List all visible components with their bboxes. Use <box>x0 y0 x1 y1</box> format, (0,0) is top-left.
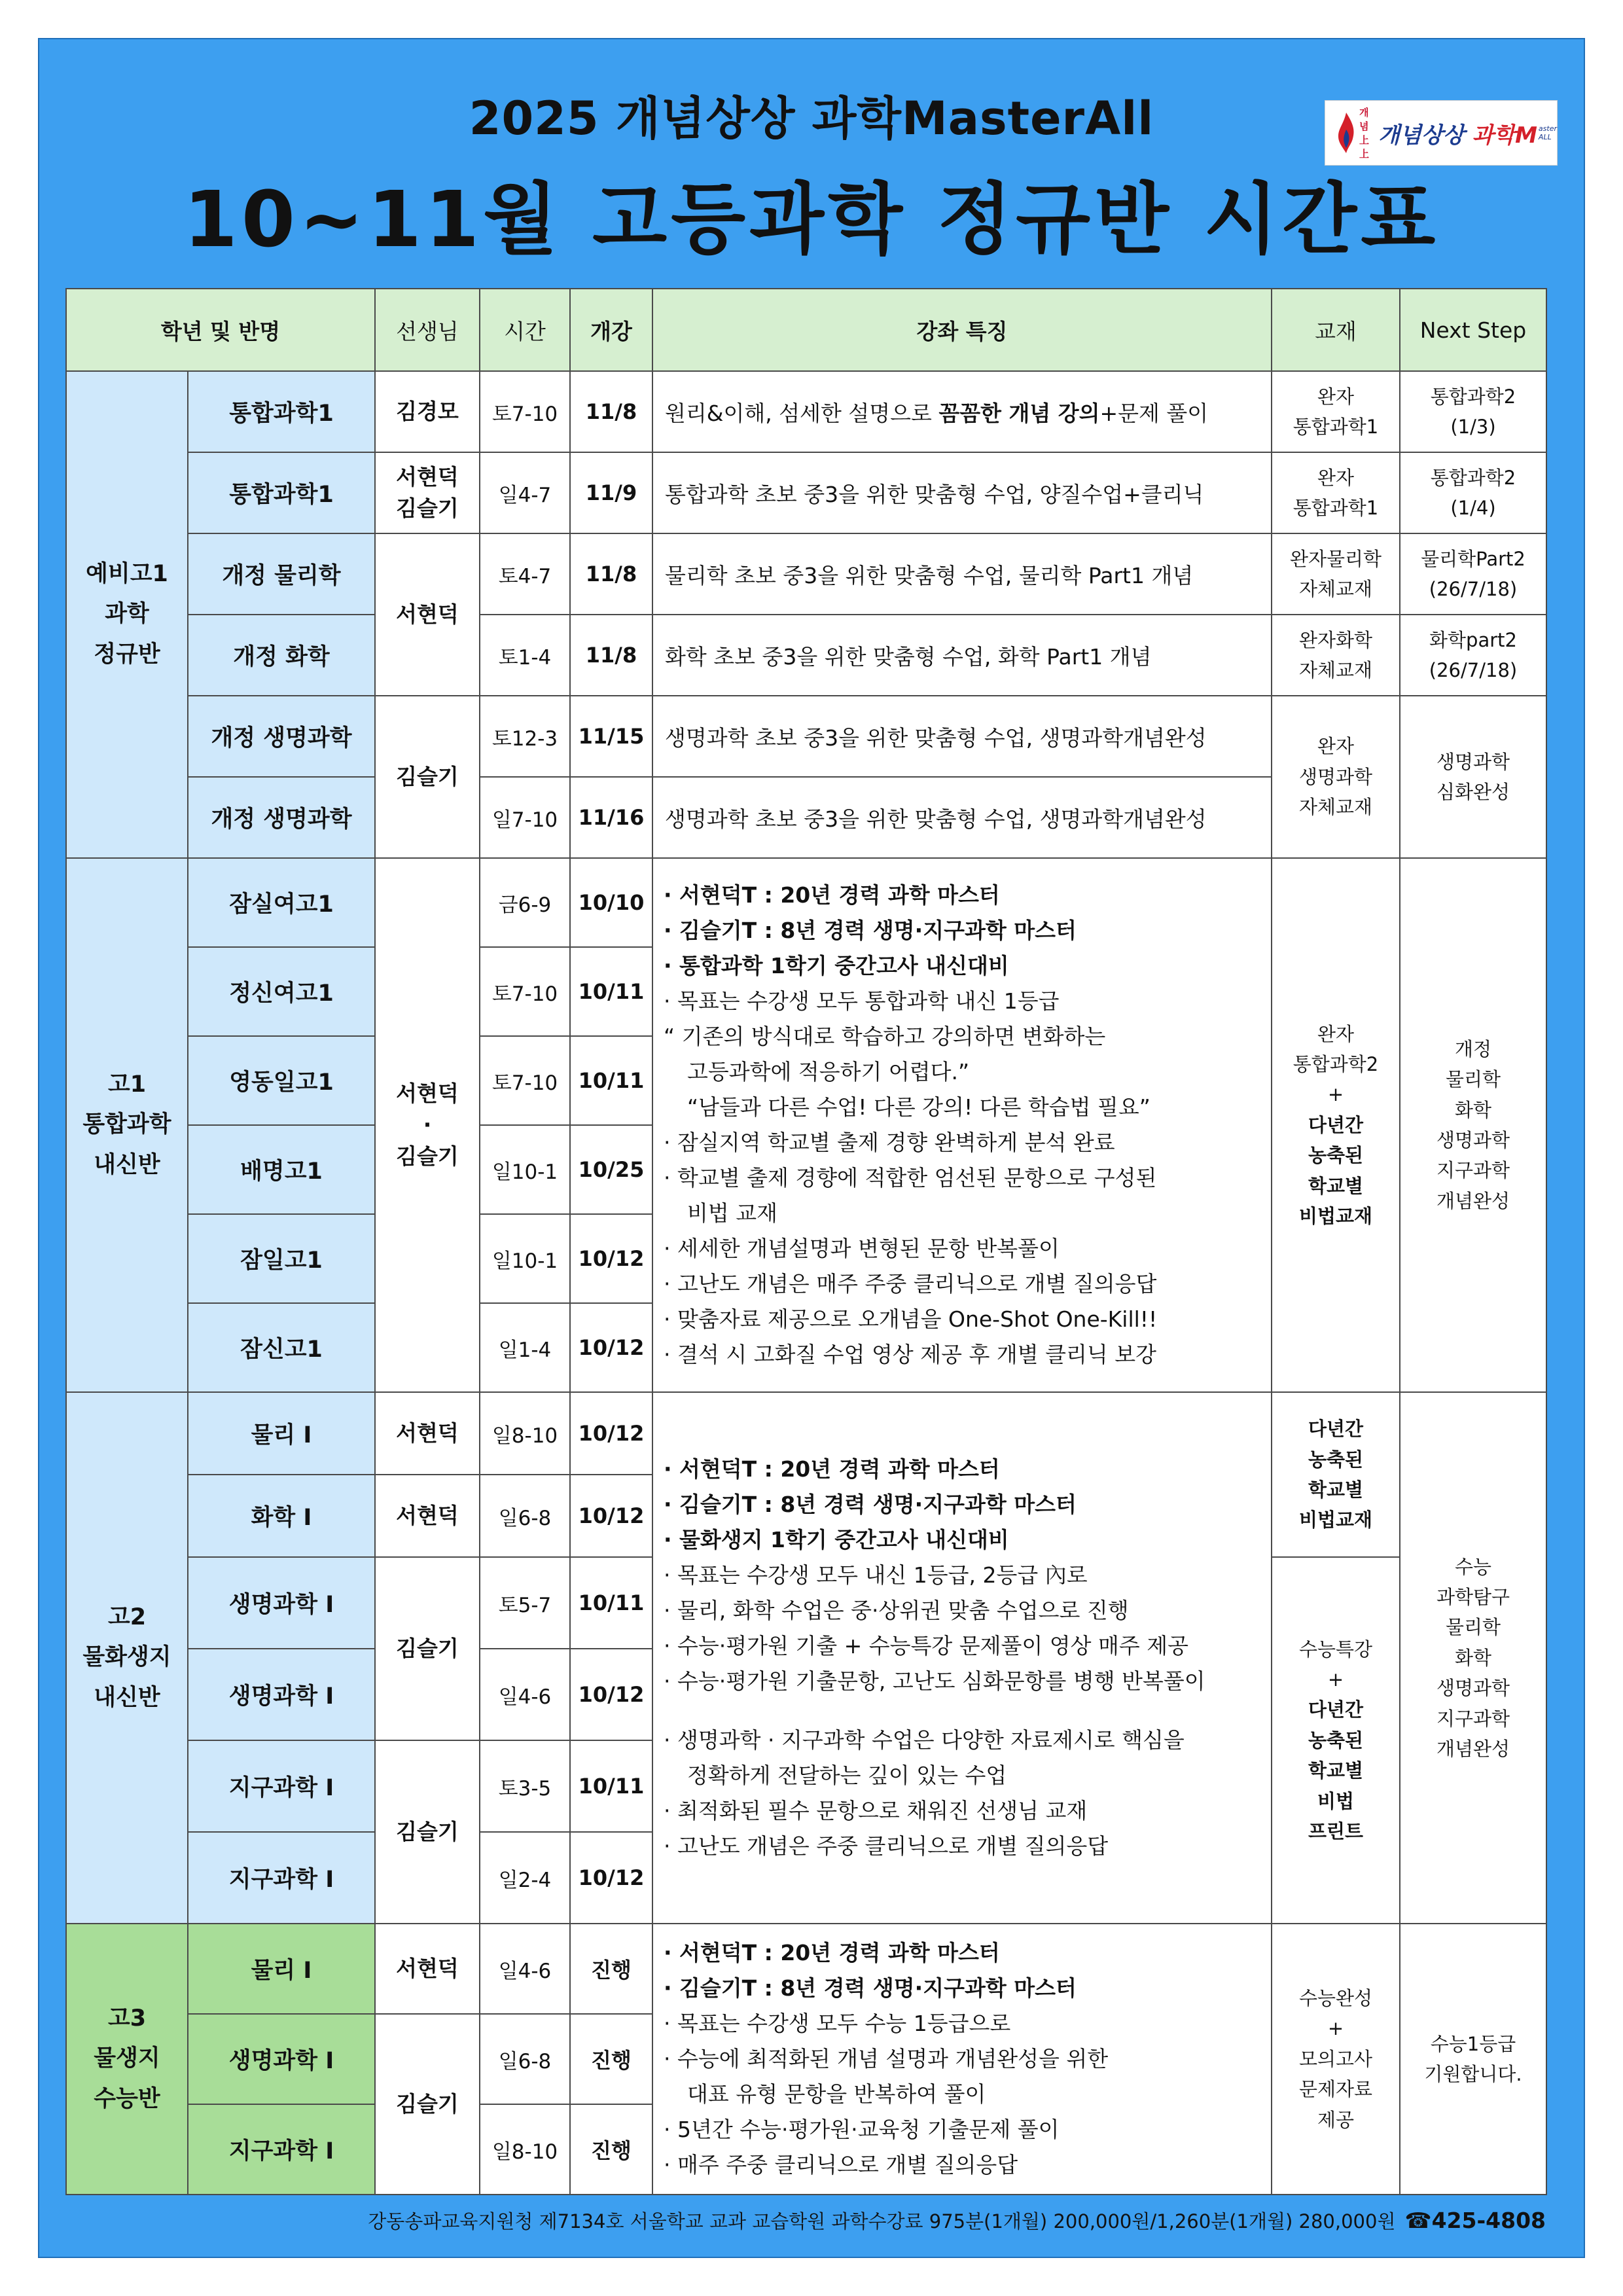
time-cell: 일2-4 <box>480 1832 570 1924</box>
next-step-cell <box>1400 452 1546 533</box>
next-step-cell-line: 개념완성 <box>1436 1737 1510 1760</box>
footer <box>65 2200 1546 2240</box>
feature-item: · 생명과학 · 지구과학 수업은 다양한 자료제시로 핵심을 <box>664 1727 1185 1753</box>
feature-item: 정확하게 전달하는 깊이 있는 수업 <box>687 1763 1007 1788</box>
feature-item: 고등과학에 적응하기 어렵다.” <box>687 1059 970 1085</box>
book-line-bold: 비법교재 <box>1298 1204 1373 1227</box>
book-cell-line: 완자 <box>1317 466 1355 489</box>
header-feature: 강좌 특징 <box>652 289 1272 371</box>
feature-text-pre: 화학 초보 중3을 위한 맞춤형 수업, 화학 Part1 개념 <box>665 643 1152 670</box>
book-line-bold: 다년간 <box>1308 1698 1364 1721</box>
time-cell: 토5-7 <box>480 1557 570 1649</box>
class-name: 통합과학1 <box>188 371 375 452</box>
header-open: 개강 <box>570 289 652 371</box>
book-line-bold: 다년간 <box>1308 1418 1364 1441</box>
open-date-cell: 11/8 <box>570 533 652 615</box>
group-name <box>66 858 188 1392</box>
feature-item: · 김슬기T : 8년 경력 생명·지구과학 마스터 <box>664 918 1077 943</box>
feature-item: · 수능·평가원 기출문항, 고난도 심화문항를 병행 반복풀이 <box>664 1668 1205 1694</box>
feature-item: · 서현덕T : 20년 경력 과학 마스터 <box>664 1940 1000 1965</box>
next-step-cell-line: 화학 <box>1454 1098 1492 1121</box>
teacher-cell-line: · <box>423 1112 432 1138</box>
time-cell: 일10-1 <box>480 1214 570 1303</box>
book-line: + <box>1327 1083 1344 1106</box>
logo-main: 개념상상 <box>1378 122 1465 149</box>
feature-item: · 5년간 수능·평가원·교육청 기출문제 풀이 <box>664 2117 1060 2142</box>
header-time: 시간 <box>480 289 570 371</box>
next-step-cell-line: 화학 <box>1454 1646 1492 1669</box>
feature-item <box>664 1699 1264 1723</box>
time-cell: 토3-5 <box>480 1740 570 1832</box>
class-name: 배명고1 <box>188 1125 375 1214</box>
feature-item: 비법 교재 <box>687 1200 778 1226</box>
time-cell: 토12-3 <box>480 696 570 777</box>
teacher-cell-line: 서현덕 <box>396 1956 459 1982</box>
book-line-bold: 다년간 <box>1308 1113 1364 1136</box>
book-line-bold: 비법 <box>1317 1789 1355 1812</box>
class-name: 화학 I <box>188 1475 375 1557</box>
class-name: 생명과학 I <box>188 1557 375 1649</box>
next-step-cell-line: 생명과학 <box>1436 1677 1510 1700</box>
timetable <box>65 288 1547 2195</box>
next-step-cell-line: 개정 <box>1454 1037 1492 1060</box>
teacher-cell <box>375 1740 480 1924</box>
header-teacher: 선생님 <box>375 289 480 371</box>
feature-list <box>652 858 1272 1392</box>
book-cell <box>1272 1924 1400 2195</box>
feature-text-bold: 꼼꼼한 개념 강의 <box>938 400 1100 426</box>
next-step-cell <box>1400 533 1546 615</box>
title-line2: 10~11월 고등과학 정규반 시간표 <box>183 174 1440 264</box>
group-name-line: 과학 <box>105 601 149 628</box>
open-date-cell: 10/11 <box>570 1036 652 1125</box>
open-date-cell: 11/9 <box>570 452 652 533</box>
open-date-cell: 10/12 <box>570 1649 652 1740</box>
book-line-bold: 프린트 <box>1308 1820 1364 1842</box>
feature-item: 대표 유형 문항을 반복하여 풀이 <box>687 2081 986 2107</box>
feature-item: · 김슬기T : 8년 경력 생명·지구과학 마스터 <box>664 1492 1077 1517</box>
teacher-cell-line: 김슬기 <box>396 1143 459 1169</box>
book-line-bold: 학교별 <box>1308 1759 1364 1782</box>
book-line-bold: 농축된 <box>1308 1729 1364 1751</box>
teacher-cell-line: 서현덕 <box>396 1420 459 1446</box>
time-cell: 토7-10 <box>480 371 570 452</box>
class-name: 통합과학1 <box>188 452 375 533</box>
teacher-cell <box>375 1924 480 2014</box>
group-name-line: 물생지 <box>94 2045 160 2072</box>
class-name: 생명과학 I <box>188 2014 375 2104</box>
open-date-cell: 10/25 <box>570 1125 652 1214</box>
open-date-cell: 진행 <box>570 2104 652 2195</box>
time-cell: 일4-6 <box>480 1649 570 1740</box>
book-cell-line: 통합과학1 <box>1293 497 1379 519</box>
logo-sub: aster ALL <box>1538 124 1557 141</box>
next-step-cell-line: 지구과학 <box>1436 1159 1510 1182</box>
open-date-cell: 11/8 <box>570 615 652 696</box>
time-cell: 일7-10 <box>480 777 570 858</box>
feature-item: · 세세한 개념설명과 변형된 문항 반복풀이 <box>664 1236 1060 1261</box>
teacher-cell-line: 김경모 <box>396 399 459 425</box>
next-step-cell <box>1400 696 1546 858</box>
group-name <box>66 1392 188 1924</box>
table-row <box>66 1392 1546 1475</box>
book-cell-line: 완자물리학 <box>1289 547 1382 570</box>
book-line-bold: 농축된 <box>1308 1448 1364 1471</box>
teacher-cell-line: 김슬기 <box>396 2091 459 2117</box>
group-name-line: 통합과학 <box>82 1111 171 1138</box>
teacher-cell <box>375 1392 480 1475</box>
class-name: 개정 물리학 <box>188 533 375 615</box>
next-step-cell-line: 통합과학2 <box>1430 385 1516 408</box>
flame-logo-icon <box>1333 110 1359 156</box>
next-step-cell-line: 물리학 <box>1445 1068 1501 1091</box>
class-name: 개정 생명과학 <box>188 696 375 777</box>
open-date-cell: 10/12 <box>570 1475 652 1557</box>
feature-cell <box>652 615 1272 696</box>
group-name-line: 내신반 <box>94 1151 160 1178</box>
open-date-cell: 11/15 <box>570 696 652 777</box>
next-step-cell-line: (1/3) <box>1450 416 1496 438</box>
feature-list <box>652 1392 1272 1924</box>
feature-item: · 맞춤자료 제공으로 오개념을 One-Shot One-Kill!! <box>664 1306 1158 1332</box>
class-name: 잠일고1 <box>188 1214 375 1303</box>
book-cell <box>1272 615 1400 696</box>
teacher-cell <box>375 1557 480 1740</box>
group-name-line: 내신반 <box>94 1684 160 1711</box>
time-cell: 토7-10 <box>480 1036 570 1125</box>
feature-item: · 통합과학 1학기 중간고사 내신대비 <box>664 953 1009 978</box>
next-step-cell <box>1400 371 1546 452</box>
feature-cell <box>652 533 1272 615</box>
teacher-cell-line: 서현덕 <box>396 1503 459 1529</box>
open-date-cell: 10/11 <box>570 947 652 1036</box>
book-cell <box>1272 696 1400 858</box>
open-date-cell: 10/12 <box>570 1392 652 1475</box>
teacher-cell-line: 김슬기 <box>396 764 459 790</box>
feature-item: · 물화생지 1학기 중간고사 내신대비 <box>664 1527 1009 1552</box>
teacher-cell-line: 서현덕 <box>396 1081 459 1107</box>
open-date-cell: 10/10 <box>570 858 652 947</box>
group-name-line: 고2 <box>107 1604 147 1631</box>
feature-item: · 매주 주중 클리닉으로 개별 질의응답 <box>664 2152 1018 2178</box>
class-name: 물리 I <box>188 1924 375 2014</box>
feature-item: · 목표는 수강생 모두 수능 1등급으로 <box>664 2011 1011 2036</box>
feature-item: · 고난도 개념은 매주 주중 클리닉으로 개별 질의응답 <box>664 1271 1157 1297</box>
book-line: 완자 <box>1317 1022 1355 1045</box>
book-line: 수능특강 <box>1298 1638 1373 1660</box>
header-book: 교재 <box>1272 289 1400 371</box>
group-name-line: 정규반 <box>94 641 160 668</box>
book-cell <box>1272 371 1400 452</box>
academy-logo <box>1325 100 1558 166</box>
teacher-cell-line: 김슬기 <box>396 1819 459 1845</box>
open-date-cell: 진행 <box>570 1924 652 2014</box>
header-next: Next Step <box>1400 289 1546 371</box>
book-line: 제공 <box>1317 2108 1355 2131</box>
next-step-cell-line: 통합과학2 <box>1430 466 1516 489</box>
teacher-cell <box>375 533 480 696</box>
group-name-line: 수능반 <box>94 2085 160 2112</box>
book-cell-line: 자체교재 <box>1298 796 1373 819</box>
time-cell: 일8-10 <box>480 1392 570 1475</box>
time-cell: 일6-8 <box>480 1475 570 1557</box>
time-cell: 토1-4 <box>480 615 570 696</box>
feature-item: · 수능에 최적화된 개념 설명과 개념완성을 위한 <box>664 2046 1109 2072</box>
time-cell: 일10-1 <box>480 1125 570 1214</box>
next-step-cell-line: 생명과학 <box>1436 750 1510 773</box>
book-line: + <box>1327 2017 1344 2040</box>
book-cell-line: 완자 <box>1317 735 1355 758</box>
next-step-cell-line: 심화완성 <box>1436 781 1510 803</box>
class-name: 영동일고1 <box>188 1036 375 1125</box>
teacher-cell-line: 서현덕 <box>396 601 459 628</box>
teacher-cell <box>375 858 480 1392</box>
table-row <box>66 452 1546 533</box>
table-row <box>66 696 1546 777</box>
title-line1: 2025 개념상상 과학MasterAll <box>469 92 1154 145</box>
class-name: 개정 생명과학 <box>188 777 375 858</box>
feature-cell <box>652 696 1272 777</box>
feature-item: · 서현덕T : 20년 경력 과학 마스터 <box>664 1456 1000 1482</box>
class-name: 잠실여고1 <box>188 858 375 947</box>
time-cell: 일4-7 <box>480 452 570 533</box>
feature-item: · 최적화된 필수 문항으로 채워진 선생님 교재 <box>664 1798 1088 1823</box>
feature-list <box>652 1924 1272 2195</box>
book-cell-bottom <box>1272 1557 1400 1924</box>
book-line: 문제자료 <box>1298 2078 1373 2101</box>
class-name: 지구과학 I <box>188 1832 375 1924</box>
open-date-cell: 10/11 <box>570 1740 652 1832</box>
next-step-cell-line: 수능1등급 <box>1430 2032 1516 2055</box>
class-name: 잠신고1 <box>188 1303 375 1392</box>
feature-text-pre: 원리&이해, 섬세한 설명으로 <box>665 400 939 426</box>
feature-item: · 잠실지역 학교별 출제 경향 완벽하게 분석 완료 <box>664 1130 1115 1155</box>
feature-cell <box>652 452 1272 533</box>
teacher-cell-line: 김슬기 <box>396 495 459 521</box>
next-step-cell <box>1400 615 1546 696</box>
time-cell: 토7-10 <box>480 947 570 1036</box>
class-name: 지구과학 I <box>188 2104 375 2195</box>
time-cell: 일6-8 <box>480 2014 570 2104</box>
table-row <box>66 371 1546 452</box>
logo-text <box>1378 117 1537 149</box>
book-cell-line: 생명과학 <box>1298 765 1373 788</box>
group-name-line: 물화생지 <box>82 1644 171 1671</box>
book-cell-line: 완자화학 <box>1298 628 1373 651</box>
next-step-cell-line: 생명과학 <box>1436 1129 1510 1151</box>
book-line: 모의고사 <box>1298 2047 1373 2070</box>
book-line-bold: 학교별 <box>1308 1479 1364 1501</box>
next-step-cell-line: 개념완성 <box>1436 1189 1510 1212</box>
feature-item: · 서현덕T : 20년 경력 과학 마스터 <box>664 882 1000 908</box>
book-cell <box>1272 452 1400 533</box>
open-date-cell: 10/11 <box>570 1557 652 1649</box>
feature-item: · 학교별 출제 경향에 적합한 엄선된 문항으로 구성된 <box>664 1165 1157 1191</box>
class-name: 물리 I <box>188 1392 375 1475</box>
logo-accent: 과학M <box>1472 122 1537 149</box>
next-step-cell <box>1400 1924 1546 2195</box>
feature-item: · 결석 시 고화질 수업 영상 제공 후 개별 클리닉 보강 <box>664 1342 1156 1367</box>
group-name <box>66 371 188 858</box>
feature-item: “남들과 다른 수업! 다른 강의! 다른 학습법 필요” <box>687 1094 1150 1120</box>
class-name: 개정 화학 <box>188 615 375 696</box>
book-line: + <box>1327 1668 1344 1691</box>
next-step-cell <box>1400 858 1546 1392</box>
open-date-cell: 10/12 <box>570 1832 652 1924</box>
teacher-cell <box>375 696 480 858</box>
book-cell <box>1272 858 1400 1392</box>
logo-small-text: 개념上上 <box>1359 107 1370 160</box>
footer-text: 강동송파교육지원청 제7134호 서울학교 교과 교습학원 과학수강료 975분(1개월) 200,000원/1,260분(1개월) 280,000원 <box>368 2210 1396 2233</box>
time-cell: 일8-10 <box>480 2104 570 2195</box>
feature-text-pre: 생명과학 초보 중3을 위한 맞춤형 수업, 생명과학개념완성 <box>665 725 1207 751</box>
feature-cell <box>652 371 1272 452</box>
feature-text-pre: 물리학 초보 중3을 위한 맞춤형 수업, 물리학 Part1 개념 <box>665 562 1194 588</box>
next-step-cell-line: (26/7/18) <box>1429 659 1518 681</box>
time-cell: 금6-9 <box>480 858 570 947</box>
book-cell-line: 자체교재 <box>1298 659 1373 681</box>
open-date-cell: 진행 <box>570 2014 652 2104</box>
teacher-cell <box>375 2014 480 2195</box>
next-step-cell-line: 수능 <box>1454 1555 1492 1578</box>
next-step-cell-line: 기원합니다. <box>1424 2063 1522 2085</box>
teacher-cell <box>375 1475 480 1557</box>
next-step-cell-line: (26/7/18) <box>1429 578 1518 600</box>
table-row <box>66 533 1546 615</box>
book-line-bold: 학교별 <box>1308 1174 1364 1197</box>
class-name: 생명과학 I <box>188 1649 375 1740</box>
group-name-line: 예비고1 <box>86 561 168 588</box>
next-step-cell-line: 화학part2 <box>1429 628 1517 651</box>
teacher-cell-line: 김슬기 <box>396 1636 459 1662</box>
footer-phone: ☎425-4808 <box>1404 2207 1546 2233</box>
feature-item: · 목표는 수강생 모두 통합과학 내신 1등급 <box>664 988 1060 1014</box>
open-date-cell: 10/12 <box>570 1303 652 1392</box>
feature-item: · 김슬기T : 8년 경력 생명·지구과학 마스터 <box>664 1975 1077 2001</box>
feature-item: · 목표는 수강생 모두 내신 1등급, 2등급 內로 <box>664 1562 1088 1588</box>
feature-text-pre: 생명과학 초보 중3을 위한 맞춤형 수업, 생명과학개념완성 <box>665 806 1207 832</box>
next-step-cell-line: 물리학Part2 <box>1421 547 1525 570</box>
table-row <box>66 1924 1546 2014</box>
book-cell-line: 통합과학1 <box>1293 416 1379 438</box>
open-date-cell: 11/8 <box>570 371 652 452</box>
feature-cell <box>652 777 1272 858</box>
teacher-cell <box>375 452 480 533</box>
book-line-bold: 비법교재 <box>1298 1509 1373 1532</box>
header-class: 학년 및 반명 <box>66 289 375 371</box>
group-name-line: 고3 <box>107 2005 147 2032</box>
feature-item: · 수능·평가원 기출 + 수능특강 문제풀이 영상 매주 제공 <box>664 1633 1188 1659</box>
feature-item: · 고난도 개념은 주중 클리닉으로 개별 질의응답 <box>664 1833 1109 1859</box>
feature-item: “ 기존의 방식대로 학습하고 강의하면 변화하는 <box>664 1024 1106 1049</box>
group-name-line: 고1 <box>107 1071 147 1098</box>
table-row <box>66 858 1546 947</box>
teacher-cell <box>375 371 480 452</box>
book-line: 수능완성 <box>1298 1987 1373 2010</box>
feature-text-pre: 통합과학 초보 중3을 위한 맞춤형 수업, 양질수업+클리닉 <box>665 481 1204 507</box>
next-step-cell <box>1400 1392 1546 1924</box>
next-step-cell-line: 물리학 <box>1445 1616 1501 1639</box>
book-cell-line: 완자 <box>1317 385 1355 408</box>
time-cell: 토4-7 <box>480 533 570 615</box>
next-step-cell-line: (1/4) <box>1450 497 1496 519</box>
book-cell <box>1272 533 1400 615</box>
feature-text-post: +문제 풀이 <box>1099 400 1209 426</box>
time-cell: 일1-4 <box>480 1303 570 1392</box>
next-step-cell-line: 과학탐구 <box>1436 1586 1510 1609</box>
table-row <box>66 615 1546 696</box>
book-line-bold: 농축된 <box>1308 1144 1364 1167</box>
time-cell: 일4-6 <box>480 1924 570 2014</box>
open-date-cell: 11/16 <box>570 777 652 858</box>
group-name <box>66 1924 188 2195</box>
open-date-cell: 10/12 <box>570 1214 652 1303</box>
feature-item: · 물리, 화학 수업은 중·상위권 맞춤 수업으로 진행 <box>664 1598 1129 1623</box>
class-name: 정신여고1 <box>188 947 375 1036</box>
class-name: 지구과학 I <box>188 1740 375 1832</box>
book-cell-top <box>1272 1392 1400 1557</box>
next-step-cell-line: 지구과학 <box>1436 1707 1510 1730</box>
teacher-cell-line: 서현덕 <box>396 464 459 490</box>
book-line: 통합과학2 <box>1293 1053 1379 1076</box>
book-cell-line: 자체교재 <box>1298 578 1373 600</box>
